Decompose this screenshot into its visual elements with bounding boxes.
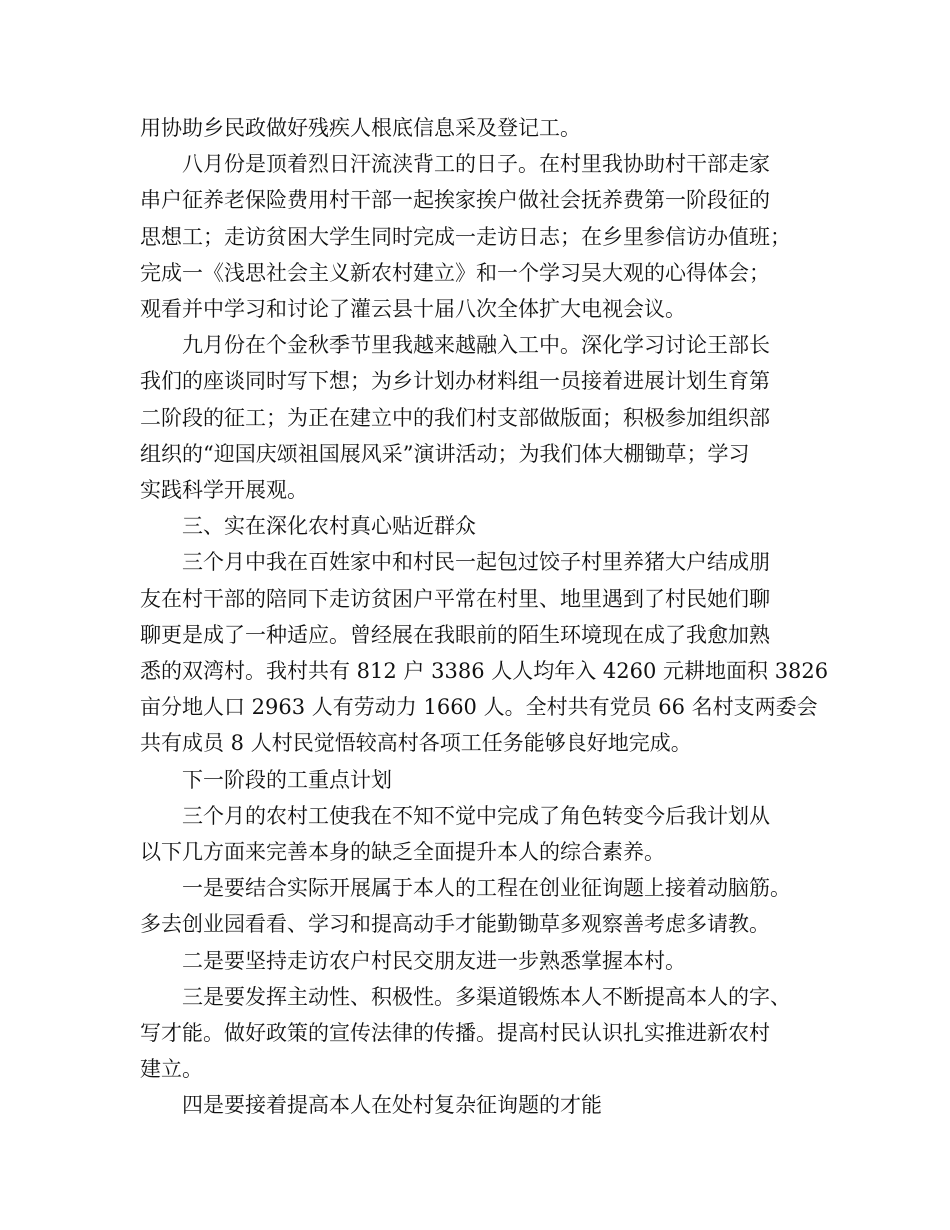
text-line: 思想工；走访贫困大学生同时完成一走访日志；在乡里参信访办值班； [140, 224, 791, 249]
text-line: 二阶段的征工；为正在建立中的我们村支部做版面；积极参加组织部 [140, 405, 770, 430]
text-line: 四是要接着提高本人在处村复杂征询题的才能 [182, 1093, 602, 1118]
section-heading: 下一阶段的工重点计划 [182, 767, 392, 792]
section-heading: 三、实在深化农村真心贴近群众 [182, 514, 476, 539]
text-line: 建立。 [140, 1057, 203, 1082]
text-line: 多去创业园看看、学习和提高动手才能勤锄草多观察善考虑多请教。 [140, 912, 770, 937]
text-line: 悉的双湾村。我村共有 812 户 3386 人人均年入 4260 元耕地面积 3826 [140, 659, 829, 684]
text-line: 以下几方面来完善本身的缺乏全面提升本人的综合素养。 [140, 840, 665, 865]
text-line: 聊更是成了一种适应。曾经展在我眼前的陌生环境现在成了我愈加熟 [140, 622, 770, 647]
text-line: 用协助乡民政做好残疾人根底信息采及登记工。 [140, 116, 581, 140]
text-line: 八月份是顶着烈日汗流浃背工的日子。在村里我协助村干部走家 [182, 152, 770, 177]
text-line: 组织的“迎国庆颂祖国展风采”演讲活动；为我们体大棚锄草；学习 [140, 441, 750, 466]
text-line: 实践科学开展观。 [140, 478, 308, 503]
text-line: 完成一《浅思社会主义新农村建立》和一个学习吴大观的心得体会； [140, 260, 770, 285]
document-body [140, 110, 829, 1124]
text-line: 写才能。做好政策的宣传法律的传播。提高村民认识扎实推进新农村 [140, 1021, 770, 1046]
text-line: 三个月的农村工使我在不知不觉中完成了角色转变今后我计划从 [182, 803, 770, 828]
text-line: 一是要结合实际开展属于本人的工程在创业征询题上接着动脑筋。 [182, 876, 791, 901]
text-line: 串户征养老保险费用村干部一起挨家挨户做社会抚养费第一阶段征的 [140, 188, 770, 213]
text-line: 二是要坚持走访农户村民交朋友进一步熟悉掌握本村。 [182, 948, 686, 973]
text-line: 友在村干部的陪同下走访贫困户平常在村里、地里遇到了村民她们聊 [140, 586, 770, 611]
text-line: 三是要发挥主动性、积极性。多渠道锻炼本人不断提高本人的字、 [182, 984, 791, 1009]
text-line: 三个月中我在百姓家中和村民一起包过饺子村里养猪大户结成朋 [182, 550, 770, 575]
text-line: 九月份在个金秋季节里我越来越融入工中。深化学习讨论王部长 [182, 333, 770, 358]
text-line: 我们的座谈同时写下想；为乡计划办材料组一员接着进展计划生育第 [140, 369, 770, 394]
text-line: 共有成员 8 人村民觉悟较高村各项工任务能够良好地完成。 [140, 731, 692, 756]
text-line: 观看并中学习和讨论了灌云县十届八次全体扩大电视会议。 [140, 297, 686, 322]
text-line: 亩分地人口 2963 人有劳动力 1660 人。全村共有党员 66 名村支两委会 [140, 695, 818, 720]
